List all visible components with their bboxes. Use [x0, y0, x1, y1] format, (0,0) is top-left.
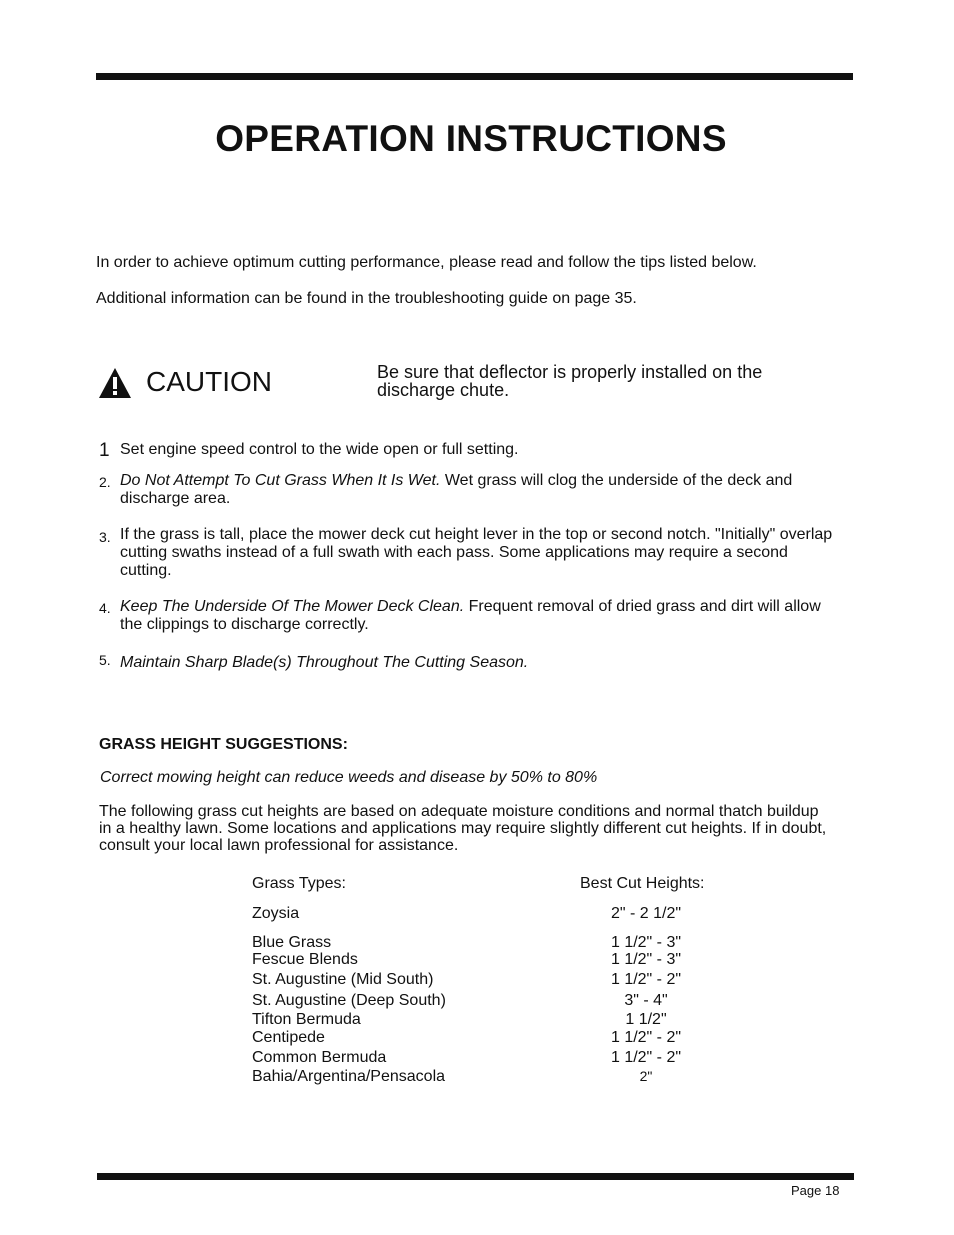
tip-text: Do Not Attempt To Cut Grass When It Is Wet. Wet grass will clog the underside of the deck and discharge area. [120, 472, 793, 507]
bottom-rule [97, 1173, 854, 1180]
tip-number: 1 [99, 440, 110, 461]
tip-text: If the grass is tall, place the mower deck cut height lever in the top or second notch. "Initially" overlap cutting swaths instead of a full swath with each pass. Some applications may require a second cutting. [120, 526, 833, 579]
page-title: OPERATION INSTRUCTIONS [215, 118, 727, 159]
tip-text: Keep The Underside Of The Mower Deck Clean. Frequent removal of dried grass and dirt will allow the clippings to discharge correctly. [120, 598, 821, 633]
cut-height: 2" - 2 1/2" [610, 905, 682, 922]
grass-type: Bahia/Argentina/Pensacola [252, 1068, 446, 1085]
grass-heading: GRASS HEIGHT SUGGESTIONS: [99, 736, 348, 753]
cut-height: 3" - 4" [624, 992, 668, 1009]
tip-text: Set engine speed control to the wide open or full setting. [120, 441, 519, 458]
cut-height: 1 1/2" - 2" [610, 971, 682, 988]
cut-height: 2" [639, 1068, 653, 1084]
grass-type: Centipede [252, 1029, 325, 1046]
page-number: Page 18 [791, 1183, 840, 1198]
grass-type: Tifton Bermuda [252, 1011, 361, 1028]
cut-height: 1 1/2" [625, 1011, 667, 1028]
tip-number: 2. [99, 474, 111, 490]
column-header-height: Best Cut Heights: [580, 875, 705, 892]
tip-number: 4. [99, 600, 111, 616]
grass-type: St. Augustine (Deep South) [252, 992, 446, 1009]
caution-text: Be sure that deflector is properly installed on the discharge chute. [377, 362, 763, 400]
grass-paragraph: The following grass cut heights are based on adequate moisture conditions and normal thatch buildup in a healthy lawn. Some locations and applications may require slightly different cut heights. If in doubt, consult your local lawn professional for assistance. [99, 803, 827, 854]
top-rule [96, 73, 853, 80]
cut-height: 1 1/2" - 3" [610, 951, 682, 968]
tip-text: Maintain Sharp Blade(s) Throughout The Cutting Season. [120, 654, 529, 671]
grass-type: Fescue Blends [252, 951, 358, 968]
intro-line-2: Additional information can be found in the troubleshooting guide on page 35. [96, 290, 637, 307]
column-header-type: Grass Types: [252, 875, 346, 892]
cut-height: 1 1/2" - 3" [610, 934, 682, 951]
grass-type: Blue Grass [252, 934, 332, 951]
cut-height: 1 1/2" - 2" [610, 1049, 682, 1066]
tip-number: 5. [99, 652, 111, 668]
grass-subheading: Correct mowing height can reduce weeds and disease by 50% to 80% [100, 769, 598, 786]
cut-height: 1 1/2" - 2" [610, 1029, 682, 1046]
grass-type: St. Augustine (Mid South) [252, 971, 434, 988]
tip-number: 3. [99, 529, 111, 545]
intro-line-1: In order to achieve optimum cutting performance, please read and follow the tips listed below. [96, 254, 757, 271]
warning-triangle-icon [98, 367, 132, 399]
grass-type: Common Bermuda [252, 1049, 387, 1066]
grass-type: Zoysia [252, 905, 300, 922]
caution-label: CAUTION [146, 366, 272, 397]
